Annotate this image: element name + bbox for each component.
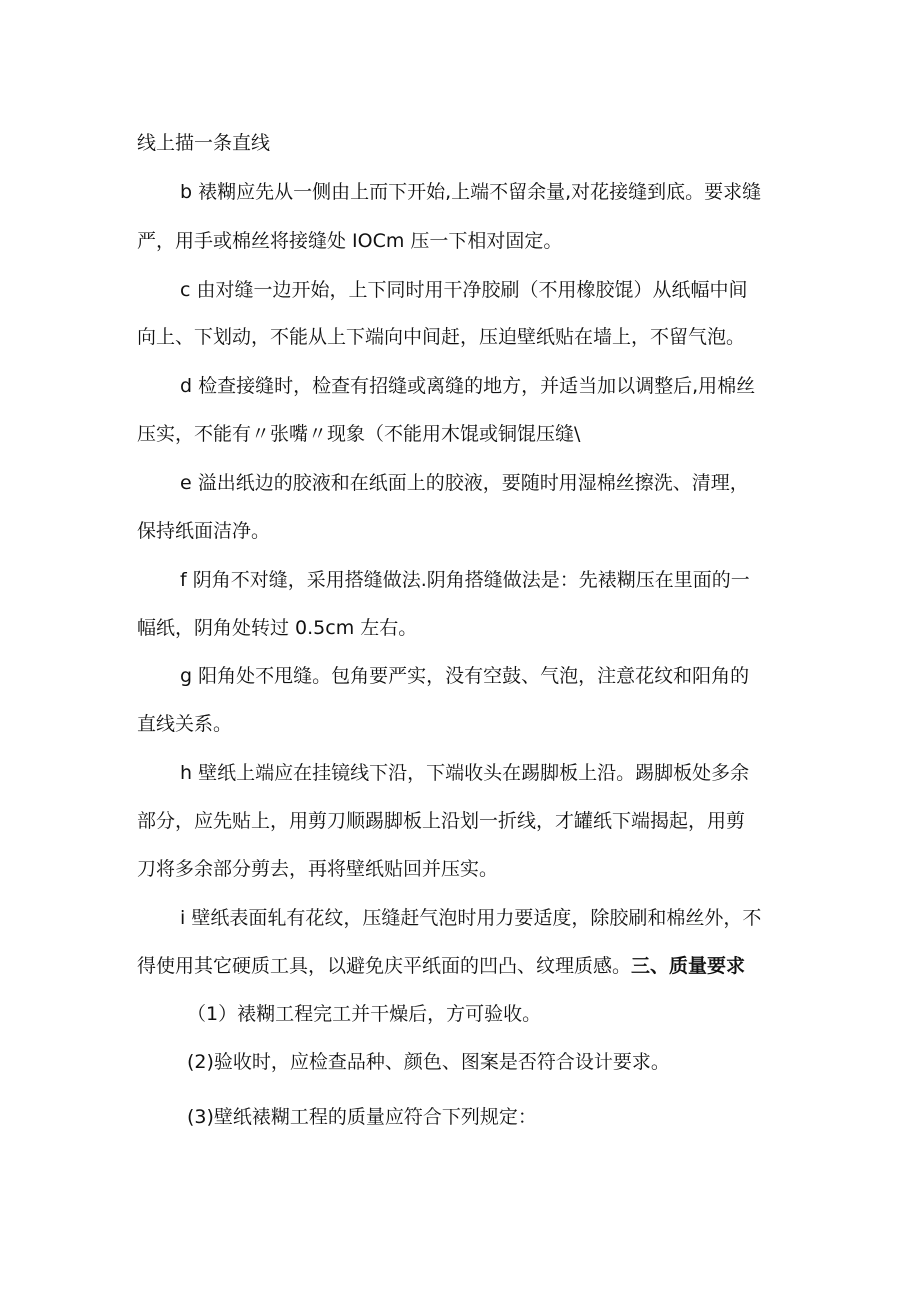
text-line: （1）裱糊工程完工并干燥后，方可验收。 xyxy=(187,1003,542,1025)
text-line: 直线关系。 xyxy=(137,713,233,735)
text-line: 向上、下划动，不能从上下端向中间赶，压迫壁纸贴在墙上，不留气泡。 xyxy=(137,326,746,348)
text-line: (3)壁纸裱糊工程的质量应符合下列规定： xyxy=(187,1106,537,1128)
text-line: 刀将多余部分剪去，再将壁纸贴回并压实。 xyxy=(137,858,499,880)
text-line: 严，用手或棉丝将接缝处 IOCm 压一下相对固定。 xyxy=(137,230,563,252)
text-line: 压实，不能有〃张嘴〃现象（不能用木馄或铜馄压缝\ xyxy=(137,423,581,445)
text-line: f 阴角不对缝，采用搭缝做法.阴角搭缝做法是：先裱糊压在里面的一 xyxy=(180,569,750,591)
text-line: 保持纸面洁净。 xyxy=(137,520,271,542)
text-line: b 裱糊应先从一侧由上而下开始,上端不留余量,对花接缝到底。要求缝 xyxy=(180,181,762,203)
text-line: 线上描一条直线 xyxy=(137,132,271,154)
text-line: d 检查接缝时，检查有招缝或离缝的地方，并适当加以调整后,用棉丝 xyxy=(180,375,756,397)
text-line: (2)验收时，应检查品种、颜色、图案是否符合设计要求。 xyxy=(187,1051,670,1073)
text-line xyxy=(137,954,745,978)
section-heading: 三、质量要求 xyxy=(631,955,746,977)
text-line: 幅纸，阴角处转过 0.5cm 左右。 xyxy=(137,617,418,639)
text-line: 部分，应先贴上，用剪刀顺踢脚板上沿划一折线，才罐纸下端揭起，用剪 xyxy=(137,810,746,832)
text-line: e 溢出纸边的胶液和在纸面上的胶液，要随时用湿棉丝擦洗、清理， xyxy=(180,472,749,494)
text-line-body: 得使用其它硬质工具，以避免庆平纸面的凹凸、纹理质感。 xyxy=(137,955,632,977)
text-line: h 壁纸上端应在挂镜线下沿，下端收头在踢脚板上沿。踢脚板处多余 xyxy=(180,762,750,784)
text-line: g 阳角处不甩缝。包角要严实，没有空鼓、气泡，注意花纹和阳角的 xyxy=(180,665,750,687)
text-line: c 由对缝一边开始，上下同时用干净胶刷（不用橡胶馄）从纸幅中间 xyxy=(180,279,748,301)
text-line: i 壁纸表面轧有花纹，压缝赶气泡时用力要适度，除胶刷和棉丝外，不 xyxy=(180,907,762,929)
